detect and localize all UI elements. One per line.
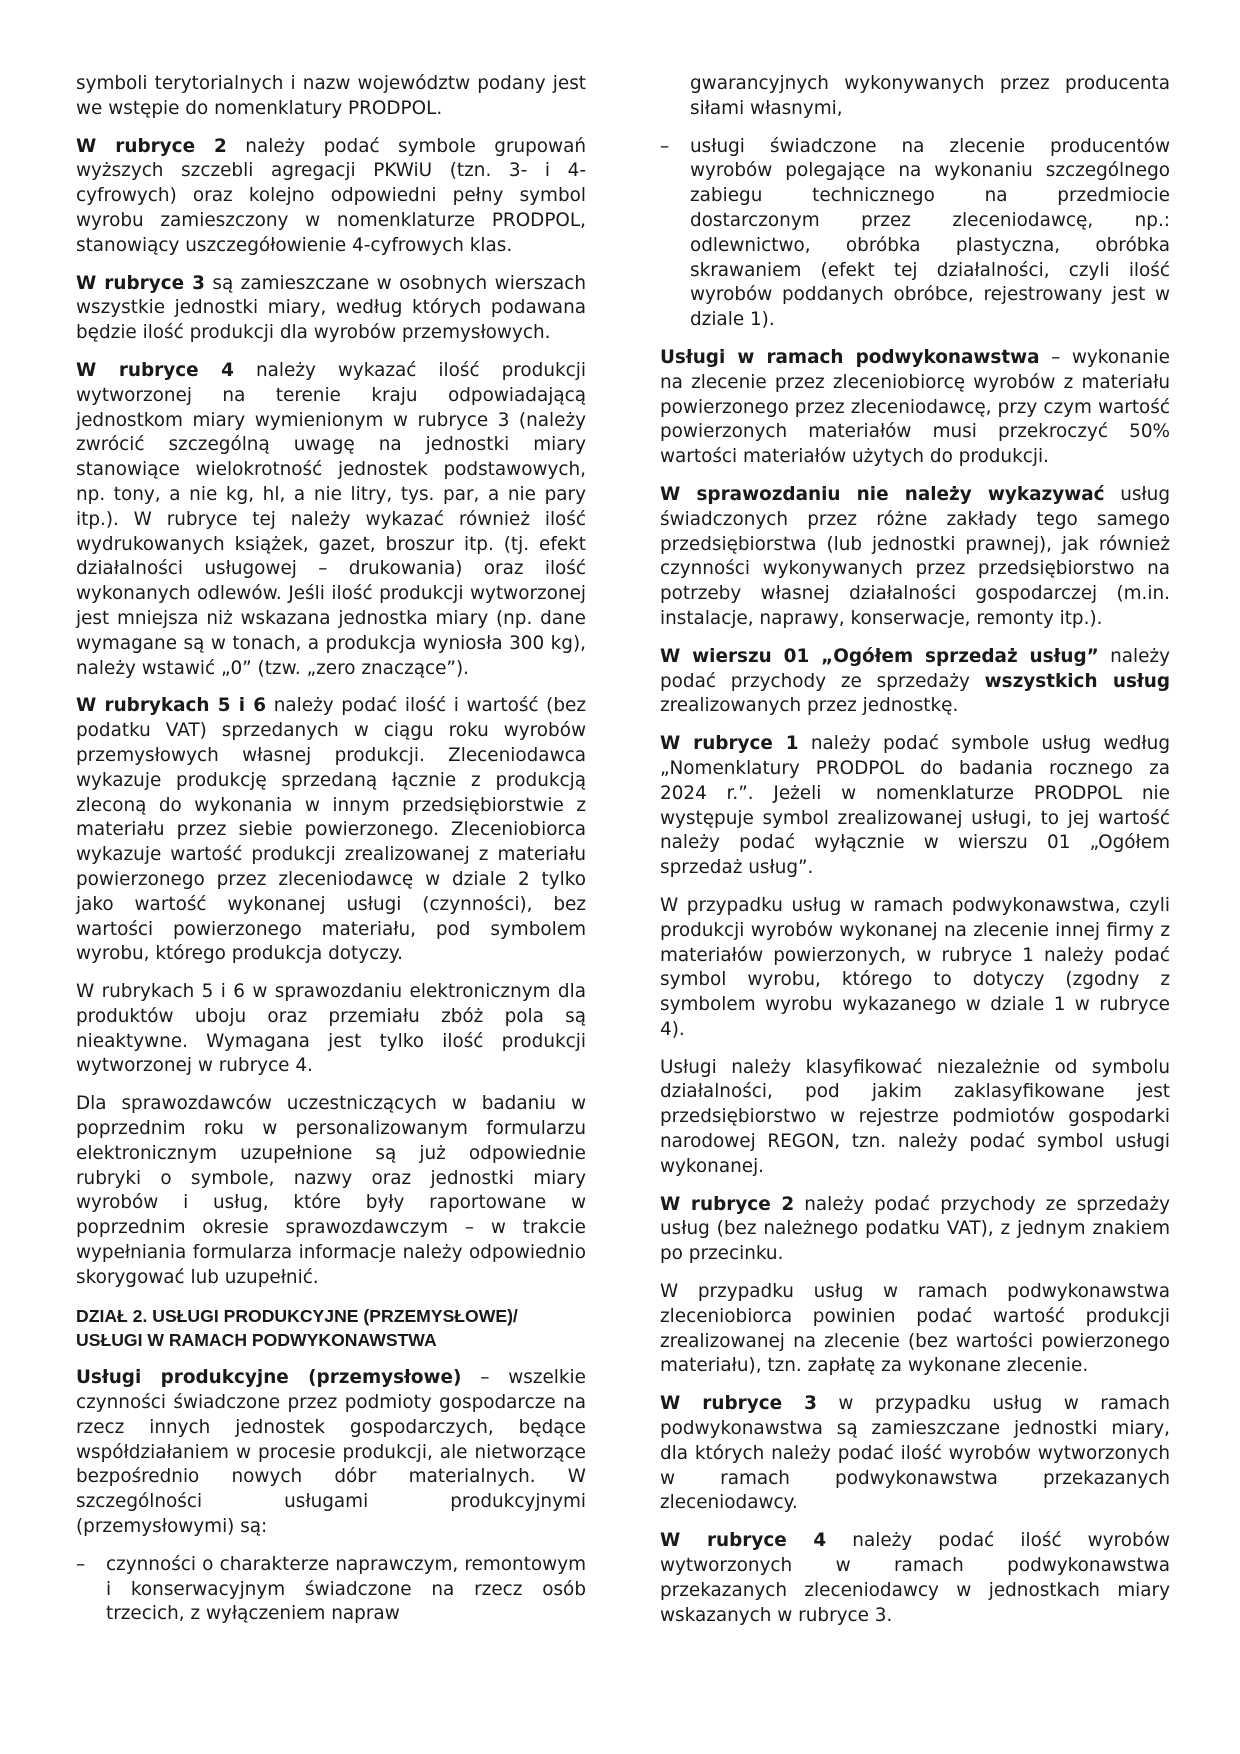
paragraph-rubryka-2: W rubryce 2 należy podać symbole grupowań wyższych szczebli agregacji PKWiU (tzn. 3- i 4-cyfrowych) oraz kolejno odpowiedni pełny symbol wyrobu zamieszczony w nomenklaturze PRODPOL, stanowiący uszczegółowienie 4-cyfrowych klas. <box>76 135 586 256</box>
list-item-repairs-continued: gwarancyjnych wykonywanych przez producenta siłami własnymi, <box>690 73 1170 119</box>
bold-lead: W rubryce 4 <box>76 359 234 381</box>
bold-lead: W rubrykach 5 i 6 <box>76 695 267 717</box>
section-heading-dzial-2 <box>76 1304 586 1354</box>
bold-lead: W rubryce 3 <box>660 1393 817 1415</box>
list-item-commissioned-services: – usługi świadczone na zlecenie producentów wyrobów polegające na wykonaniu szczególnego zabiegu technicznego na przedmiocie dostarczonym przez zleceniodawcę, np.: odlewnictwo, obróbka plastyczna, obróbka skrawaniem (efekt tej działalności, czyli ilość wyrobów poddanych obróbce, rejestrowany jest w dziale 1). <box>660 135 1170 331</box>
right-column <box>660 72 1170 1641</box>
bold-lead: W rubryce 3 <box>76 272 205 294</box>
dash-bullet: – <box>660 135 670 157</box>
paragraph-row-01: W wierszu 01 „Ogółem sprzedaż usług” należy podać przychody ze sprzedaży wszystkich usług zrealizowanych przez jednostkę. <box>660 645 1171 717</box>
bold-emphasis: wszystkich usług <box>984 670 1170 692</box>
bold-lead: W sprawozdaniu nie należy wykazywać <box>660 483 1105 505</box>
heading-line-1: DZIAŁ 2. USŁUGI PRODUKCYJNE (PRZEMYSŁOWE)/ <box>76 1305 518 1326</box>
paragraph-exclusions: W sprawozdaniu nie należy wykazywać usług świadczonych przez różne zakłady tego samego przedsiębiorstwa (lub jednostki prawnej), jak również czynności wykonywanych przez przedsiębiorstwo na potrzeby własnej działalności gospodarczej (m.in. instalacje, naprawy, konserwacje, remonty itp.). <box>660 483 1170 629</box>
bold-lead: W rubryce 2 <box>76 135 227 157</box>
bold-lead: W rubryce 4 <box>660 1530 827 1552</box>
paragraph-territorial-symbols: symboli terytorialnych i nazw województw podany jest we wstępie do nomenklatury PRODPOL. <box>76 73 586 119</box>
paragraph-electronic-report: W rubrykach 5 i 6 w sprawozdaniu elektronicznym dla produktów uboju oraz przemiału zbóż pola są nieaktywne. Wymagana jest tylko ilość produkcji wytworzonej w rubryce 4. <box>76 981 586 1077</box>
paragraph-rubryki-5-6: W rubrykach 5 i 6 należy podać ilość i wartość (bez podatku VAT) sprzedanych w ciągu roku wyrobów przemysłowych własnej produkcji. Zleceniodawca wykazuje produkcję sprzedaną łącznie z produkcją zleconą do wykonania w innym przedsiębiorstwie z materiału przez siebie powierzonego. Zleceniobiorca wykazuje wartość produkcji zrealizowanej z materiału powierzonego przez zleceniodawcę w dziale 2 tylko jako wartość wykonanej usługi (czynności), bez wartości powierzonego materiału, pod symbolem wyrobu, którego produkcja dotyczy. <box>76 695 586 965</box>
paragraph-rubryka-3: W rubryce 3 są zamieszczane w osobnych wierszach wszystkie jednostki miary, według których podawana będzie ilość produkcji dla wyrobów przemysłowych. <box>76 272 586 344</box>
paragraph-services-rubryka-1: W rubryce 1 należy podać symbole usług według „Nomenklatury PRODPOL do badania rocznego za 2024 r.”. Jeżeli w nomenklaturze PRODPOL nie występuje symbol zrealizowanej usługi, to jej wartość należy podać wyłącznie w wierszu 01 „Ogółem sprzedaż usług”. <box>660 733 1170 879</box>
bold-lead: W rubryce 1 <box>660 733 799 755</box>
bold-lead: W wierszu 01 „Ogółem sprzedaż usług” <box>660 645 1099 667</box>
paragraph-production-services: Usługi produkcyjne (przemysłowe) – wszelkie czynności świadczone przez podmioty gospodarcze na rzecz innych jednostek gospodarczych, będące współdziałaniem w procesie produkcji, ale nietworzące bezpośrednio nowych dóbr materialnych. W szczególności usługami produkcyjnymi (przemysłowymi) są: <box>76 1367 586 1538</box>
dash-bullet: – <box>76 1553 86 1575</box>
paragraph-subcontracting-symbol: W przypadku usług w ramach podwykonawstwa, czyli produkcji wyrobów wykonanej na zlecenie innej firmy z materiałów powierzonych, w rubryce 1 należy podać symbol wyrobu, którego to dotyczy (zgodny z symbolem wyrobu wykazanego w dziale 1 w rubryce 4). <box>660 894 1170 1040</box>
bold-lead: Usługi produkcyjne (przemysłowe) <box>76 1367 462 1389</box>
bold-lead: Usługi w ramach podwykonawstwa <box>660 346 1040 368</box>
paragraph-subcontracting: Usługi w ramach podwykonawstwa – wykonanie na zlecenie przez zleceniobiorcę wyrobów z materiału powierzonego przez zleceniodawcę, przy czym wartość powierzonych materiałów musi przekroczyć 50% wartości materiałów użytych do produkcji. <box>660 346 1170 468</box>
left-column <box>76 72 586 1640</box>
bold-lead: W rubryce 2 <box>660 1193 795 1215</box>
heading-line-2: USŁUGI W RAMACH PODWYKONAWSTWA <box>76 1330 437 1351</box>
paragraph-services-rubryka-2: W rubryce 2 należy podać przychody ze sprzedaży usług (bez należnego podatku VAT), z jednym znakiem po przecinku. <box>660 1193 1170 1265</box>
list-item-repairs: – czynności o charakterze naprawczym, remontowym i konserwacyjnym świadczone na rzecz osób trzecich, z wyłączeniem napraw <box>76 1553 586 1625</box>
paragraph-services-rubryka-4: W rubryce 4 należy podać ilość wyrobów wytworzonych w ramach podwykonawstwa przekazanych zleceniodawcy w jednostkach miary wskazanych w rubryce 3. <box>660 1530 1170 1626</box>
paragraph-subcontractor-value: W przypadku usług w ramach podwykonawstwa zleceniobiorca powinien podać wartość produkcji zrealizowanej na zlecenie (bez wartości powierzonego materiału), tzn. zapłatę za wykonane zlecenie. <box>660 1281 1170 1377</box>
paragraph-classification: Usługi należy klasyfikować niezależnie od symbolu działalności, pod jakim zaklasyfikowane jest przedsiębiorstwo w rejestrze podmiotów gospodarki narodowej REGON, tzn. należy podać symbol usługi wykonanej. <box>660 1056 1170 1177</box>
paragraph-personalized-form: Dla sprawozdawców uczestniczących w badaniu w poprzednim roku w personalizowanym formularzu elektronicznym uzupełnione są już odpowiednie rubryki o symbole, nazwy oraz jednostki miary wyrobów i usług, które były raportowane w poprzednim okresie sprawozdawczym – w trakcie wypełniania formularza informacje należy odpowiednio skorygować lub uzupełnić. <box>76 1093 586 1288</box>
paragraph-services-rubryka-3: W rubryce 3 w przypadku usług w ramach podwykonawstwa są zamieszczane jednostki miary, dla których należy podać ilość wyrobów wytworzonych w ramach podwykonawstwa przekazanych zleceniodawcy. <box>660 1393 1170 1514</box>
paragraph-rubryka-4: W rubryce 4 należy wykazać ilość produkcji wytworzonej na terenie kraju odpowiadającą jednostkom miary wymienionym w rubryce 3 (należy zwrócić szczególną uwagę na jednostki miary stanowiące wielokrotność jednostek podstawowych, np. tony, a nie kg, hl, a nie litry, tys. par, a nie pary itp.). W rubryce tej należy wykazać również ilość wydrukowanych książek, gazet, broszur itp. (tj. efekt działalności usługowej – drukowania) oraz ilość wykonanych odlewów. Jeśli ilość produkcji wytworzonej jest mniejsza niż wskazana jednostka miary (np. dane wymagane są w tonach, a produkcja wyniosła 300 kg), należy wstawić „0” (tzw. „zero znaczące”). <box>76 359 586 679</box>
